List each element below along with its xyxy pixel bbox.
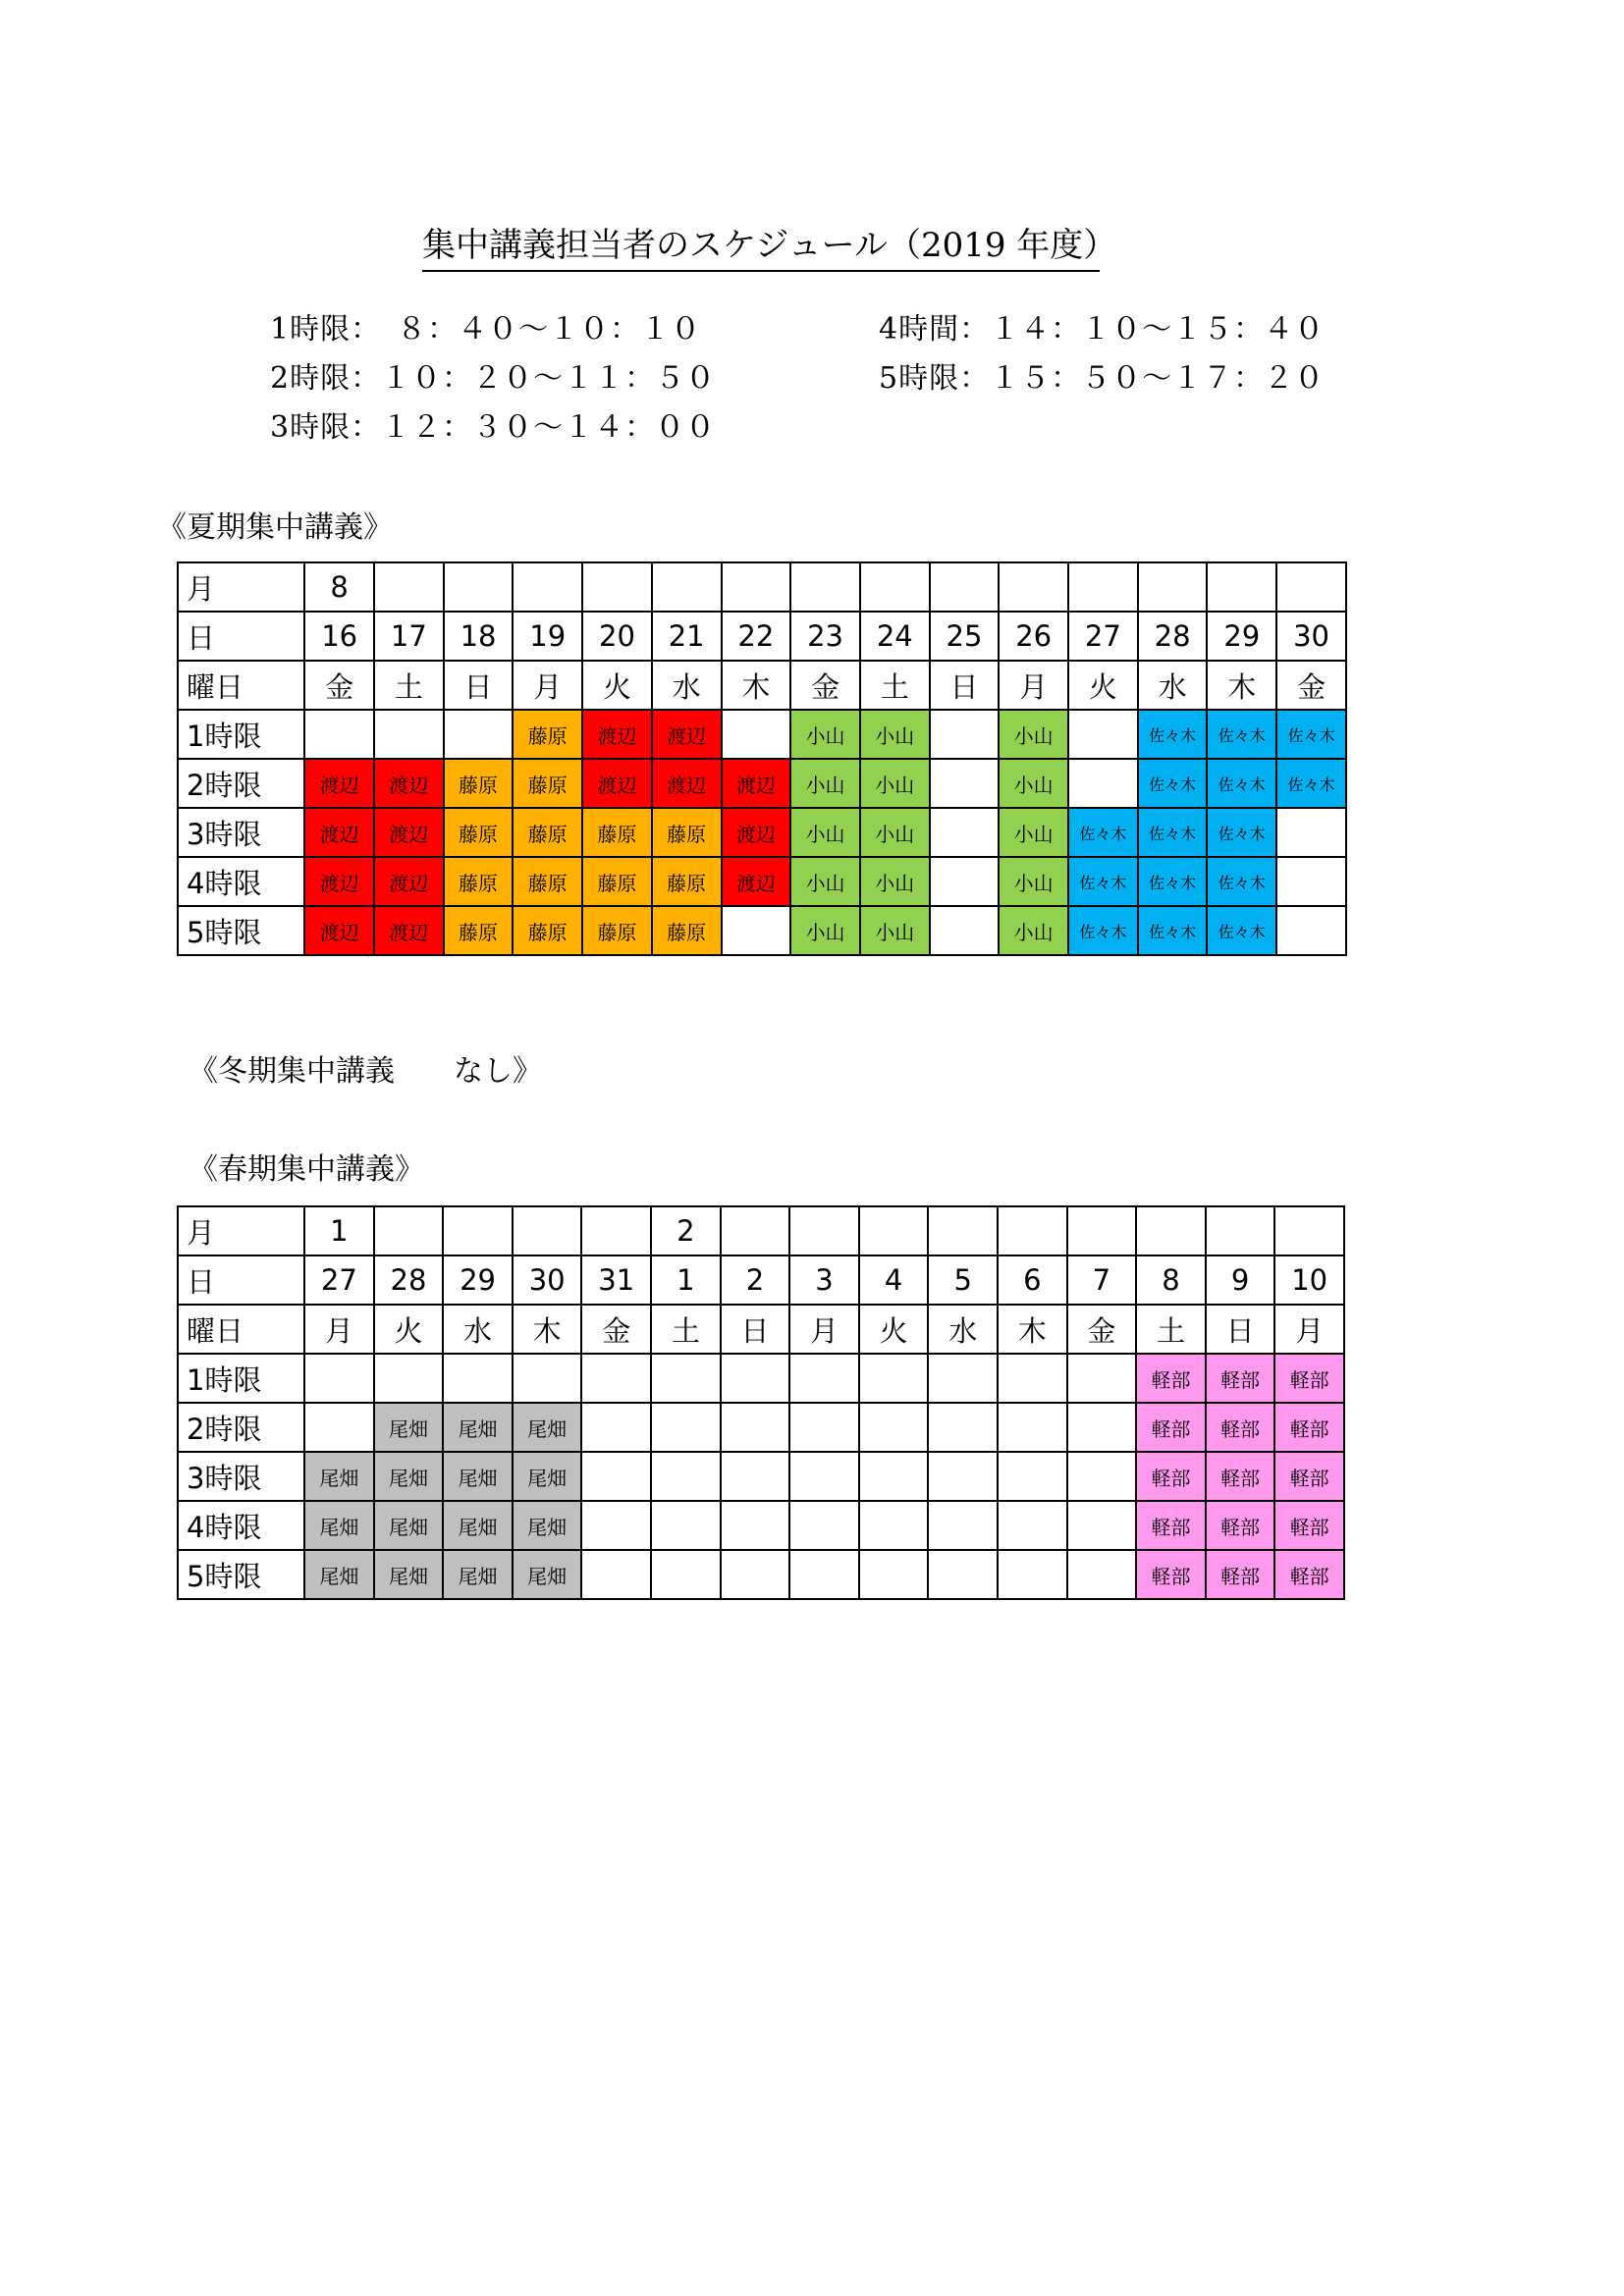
schedule-cell <box>651 1354 721 1403</box>
schedule-cell: 小山 <box>790 808 860 857</box>
month-cell: 2 <box>651 1206 721 1255</box>
schedule-cell <box>789 1452 859 1501</box>
month-cell <box>513 1206 582 1255</box>
weekday-cell: 火 <box>859 1305 929 1354</box>
schedule-cell: 藤原 <box>582 906 652 955</box>
month-cell: 1 <box>304 1206 374 1255</box>
schedule-cell: 渡辺 <box>374 808 444 857</box>
schedule-cell <box>928 1452 998 1501</box>
month-cell <box>1207 562 1276 612</box>
weekday-cell: 日 <box>721 1305 790 1354</box>
schedule-cell <box>1276 906 1346 955</box>
period-row <box>178 906 1346 955</box>
schedule-cell: 渡辺 <box>374 759 444 808</box>
month-row-label: 月 <box>178 562 304 612</box>
schedule-cell: 藤原 <box>652 857 722 906</box>
schedule-cell: 尾畑 <box>374 1452 444 1501</box>
period-row <box>178 1501 1344 1550</box>
schedule-cell <box>789 1403 859 1452</box>
day-cell: 30 <box>513 1255 582 1305</box>
schedule-cell: 軽部 <box>1206 1354 1275 1403</box>
schedule-cell <box>374 1354 444 1403</box>
schedule-cell: 佐々木 <box>1138 759 1208 808</box>
day-cell: 1 <box>651 1255 721 1305</box>
schedule-cell: 軽部 <box>1274 1452 1344 1501</box>
winter-heading <box>189 1046 542 1090</box>
schedule-cell: 藤原 <box>652 808 722 857</box>
month-cell <box>998 1206 1067 1255</box>
schedule-cell: 佐々木 <box>1138 857 1208 906</box>
day-cell: 7 <box>1067 1255 1137 1305</box>
schedule-cell: 藤原 <box>513 808 582 857</box>
schedule-cell: 藤原 <box>513 857 582 906</box>
day-cell: 24 <box>860 612 930 661</box>
schedule-cell: 佐々木 <box>1207 906 1276 955</box>
schedule-cell: 尾畑 <box>304 1550 374 1599</box>
schedule-cell <box>581 1403 651 1452</box>
schedule-cell <box>651 1501 721 1550</box>
schedule-cell <box>581 1452 651 1501</box>
day-cell: 2 <box>721 1255 790 1305</box>
weekday-row <box>178 661 1346 710</box>
schedule-cell <box>721 1354 790 1403</box>
month-cell <box>999 562 1068 612</box>
weekday-cell: 火 <box>374 1305 444 1354</box>
schedule-cell: 佐々木 <box>1068 906 1138 955</box>
weekday-cell: 金 <box>304 661 374 710</box>
schedule-cell: 藤原 <box>444 857 514 906</box>
schedule-cell: 軽部 <box>1136 1403 1206 1452</box>
month-cell <box>444 562 514 612</box>
period-time: １５：５０～１７：２０ <box>990 361 1326 396</box>
weekday-cell: 水 <box>652 661 722 710</box>
schedule-cell: 尾畑 <box>374 1550 444 1599</box>
weekday-cell: 月 <box>513 661 582 710</box>
month-cell <box>1274 1206 1344 1255</box>
schedule-cell: 軽部 <box>1136 1550 1206 1599</box>
schedule-cell <box>930 857 1000 906</box>
day-cell: 27 <box>304 1255 374 1305</box>
month-cell <box>374 1206 444 1255</box>
schedule-cell <box>374 710 444 759</box>
schedule-cell: 小山 <box>860 857 930 906</box>
summer-schedule-table <box>177 561 1347 956</box>
schedule-cell: 佐々木 <box>1276 759 1346 808</box>
day-cell: 19 <box>513 612 582 661</box>
weekday-cell: 日 <box>444 661 514 710</box>
schedule-cell: 藤原 <box>513 906 582 955</box>
day-cell: 25 <box>930 612 1000 661</box>
day-cell: 30 <box>1276 612 1346 661</box>
spring-heading: 《春期集中講義》 <box>189 1152 424 1187</box>
schedule-cell: 藤原 <box>582 857 652 906</box>
weekday-cell: 金 <box>581 1305 651 1354</box>
schedule-cell <box>1067 1354 1137 1403</box>
month-cell <box>860 562 930 612</box>
schedule-cell: 渡辺 <box>722 808 791 857</box>
schedule-cell: 小山 <box>790 710 860 759</box>
month-cell <box>721 1206 790 1255</box>
schedule-cell: 佐々木 <box>1207 710 1276 759</box>
period-label: 1時限： <box>270 312 367 347</box>
schedule-cell <box>1276 808 1346 857</box>
month-cell <box>928 1206 998 1255</box>
period-row <box>178 1550 1344 1599</box>
day-cell: 16 <box>304 612 374 661</box>
schedule-cell <box>930 759 1000 808</box>
month-row <box>178 1206 1344 1255</box>
day-cell: 31 <box>581 1255 651 1305</box>
period-row-label: 5時限 <box>178 1550 304 1599</box>
day-cell: 4 <box>859 1255 929 1305</box>
schedule-cell <box>930 808 1000 857</box>
schedule-cell: 尾畑 <box>513 1550 582 1599</box>
winter-none-label: なし》 <box>454 1054 542 1089</box>
day-cell: 27 <box>1068 612 1138 661</box>
schedule-cell: 小山 <box>860 759 930 808</box>
schedule-cell: 小山 <box>860 808 930 857</box>
schedule-cell <box>304 1403 374 1452</box>
schedule-cell: 佐々木 <box>1207 759 1276 808</box>
month-cell <box>652 562 722 612</box>
schedule-cell: 渡辺 <box>722 759 791 808</box>
period-2 <box>270 353 716 397</box>
schedule-cell <box>513 1354 582 1403</box>
schedule-cell: 佐々木 <box>1276 710 1346 759</box>
schedule-cell: 尾畑 <box>443 1452 513 1501</box>
schedule-cell: 小山 <box>860 906 930 955</box>
weekday-cell: 水 <box>443 1305 513 1354</box>
schedule-cell: 藤原 <box>444 808 514 857</box>
day-row-label: 日 <box>178 612 304 661</box>
schedule-cell: 尾畑 <box>374 1501 444 1550</box>
schedule-cell <box>998 1403 1067 1452</box>
schedule-cell <box>443 1354 513 1403</box>
schedule-cell <box>859 1550 929 1599</box>
schedule-cell: 軽部 <box>1206 1452 1275 1501</box>
schedule-cell <box>859 1354 929 1403</box>
month-row-label: 月 <box>178 1206 304 1255</box>
day-cell: 10 <box>1274 1255 1344 1305</box>
schedule-cell: 藤原 <box>444 759 514 808</box>
schedule-cell <box>1067 1550 1137 1599</box>
weekday-cell: 月 <box>999 661 1068 710</box>
schedule-cell: 小山 <box>999 710 1068 759</box>
day-cell: 18 <box>444 612 514 661</box>
weekday-row-label: 曜日 <box>178 661 304 710</box>
schedule-cell: 尾畑 <box>304 1452 374 1501</box>
month-cell <box>722 562 791 612</box>
period-row <box>178 857 1346 906</box>
schedule-cell <box>1067 1501 1137 1550</box>
schedule-cell <box>721 1501 790 1550</box>
schedule-cell: 藤原 <box>582 808 652 857</box>
weekday-row <box>178 1305 1344 1354</box>
period-1 <box>270 304 701 347</box>
schedule-cell <box>304 1354 374 1403</box>
weekday-cell: 金 <box>1067 1305 1137 1354</box>
schedule-cell: 佐々木 <box>1068 857 1138 906</box>
schedule-cell: 渡辺 <box>722 857 791 906</box>
schedule-cell <box>928 1354 998 1403</box>
period-row-label: 3時限 <box>178 808 304 857</box>
period-row <box>178 759 1346 808</box>
schedule-cell <box>859 1452 929 1501</box>
schedule-cell <box>998 1452 1067 1501</box>
schedule-cell <box>789 1501 859 1550</box>
schedule-cell: 尾畑 <box>443 1403 513 1452</box>
schedule-cell: 渡辺 <box>374 857 444 906</box>
schedule-cell <box>304 710 374 759</box>
schedule-cell <box>581 1550 651 1599</box>
month-cell: 8 <box>304 562 374 612</box>
schedule-cell <box>789 1354 859 1403</box>
weekday-cell: 金 <box>790 661 860 710</box>
schedule-cell: 藤原 <box>513 759 582 808</box>
schedule-cell: 小山 <box>999 906 1068 955</box>
schedule-cell <box>859 1403 929 1452</box>
month-cell <box>374 562 444 612</box>
period-5 <box>879 353 1325 397</box>
schedule-cell: 渡辺 <box>652 710 722 759</box>
schedule-cell <box>721 1550 790 1599</box>
period-row <box>178 1403 1344 1452</box>
schedule-cell: 尾畑 <box>513 1501 582 1550</box>
weekday-cell: 月 <box>789 1305 859 1354</box>
schedule-cell <box>444 710 514 759</box>
month-cell <box>790 562 860 612</box>
schedule-cell <box>1067 1403 1137 1452</box>
weekday-cell: 火 <box>1068 661 1138 710</box>
day-cell: 20 <box>582 612 652 661</box>
schedule-cell <box>1068 759 1138 808</box>
summer-heading: 《夏期集中講義》 <box>157 510 393 545</box>
weekday-cell: 木 <box>722 661 791 710</box>
schedule-cell: 軽部 <box>1136 1452 1206 1501</box>
schedule-cell: 軽部 <box>1206 1501 1275 1550</box>
period-row-label: 2時限 <box>178 1403 304 1452</box>
weekday-cell: 水 <box>1138 661 1208 710</box>
weekday-cell: 月 <box>304 1305 374 1354</box>
schedule-cell: 軽部 <box>1274 1550 1344 1599</box>
day-cell: 22 <box>722 612 791 661</box>
month-cell <box>930 562 1000 612</box>
schedule-cell: 尾畑 <box>513 1403 582 1452</box>
day-row <box>178 612 1346 661</box>
schedule-cell: 渡辺 <box>304 759 374 808</box>
schedule-cell: 渡辺 <box>304 857 374 906</box>
schedule-cell: 渡辺 <box>582 710 652 759</box>
month-row <box>178 562 1346 612</box>
schedule-cell: 軽部 <box>1274 1403 1344 1452</box>
period-3 <box>270 402 716 446</box>
month-cell <box>1276 562 1346 612</box>
weekday-cell: 土 <box>651 1305 721 1354</box>
schedule-cell <box>930 906 1000 955</box>
schedule-cell: 佐々木 <box>1138 808 1208 857</box>
period-label: 3時限： <box>270 410 382 445</box>
schedule-cell <box>998 1550 1067 1599</box>
winter-heading-label: 《冬期集中講義 <box>189 1054 395 1089</box>
schedule-cell: 藤原 <box>444 906 514 955</box>
day-cell: 3 <box>789 1255 859 1305</box>
period-label: 5時限： <box>879 361 991 396</box>
schedule-cell: 軽部 <box>1274 1354 1344 1403</box>
schedule-cell <box>930 710 1000 759</box>
schedule-cell: 小山 <box>999 808 1068 857</box>
period-row-label: 4時限 <box>178 1501 304 1550</box>
day-cell: 28 <box>1138 612 1208 661</box>
day-cell: 9 <box>1206 1255 1275 1305</box>
schedule-cell <box>859 1501 929 1550</box>
month-cell <box>1068 562 1138 612</box>
spring-schedule-table <box>177 1205 1345 1600</box>
period-time: １２：３０～１４：００ <box>381 410 717 445</box>
schedule-cell <box>998 1501 1067 1550</box>
schedule-cell <box>651 1452 721 1501</box>
day-cell: 21 <box>652 612 722 661</box>
schedule-cell: 佐々木 <box>1138 710 1208 759</box>
weekday-cell: 日 <box>930 661 1000 710</box>
month-cell <box>582 562 652 612</box>
page-title: 集中講義担当者のスケジュール（2019 年度） <box>422 218 1100 272</box>
schedule-cell <box>928 1550 998 1599</box>
day-cell: 29 <box>443 1255 513 1305</box>
month-cell <box>1067 1206 1137 1255</box>
schedule-cell <box>1068 710 1138 759</box>
weekday-cell: 火 <box>582 661 652 710</box>
period-row-label: 2時限 <box>178 759 304 808</box>
schedule-cell: 小山 <box>860 710 930 759</box>
schedule-cell <box>1276 857 1346 906</box>
period-row-label: 1時限 <box>178 1354 304 1403</box>
schedule-cell: 軽部 <box>1136 1354 1206 1403</box>
weekday-row-label: 曜日 <box>178 1305 304 1354</box>
weekday-cell: 水 <box>928 1305 998 1354</box>
period-label: 2時限： <box>270 361 382 396</box>
day-cell: 6 <box>998 1255 1067 1305</box>
schedule-cell <box>789 1550 859 1599</box>
schedule-cell: 小山 <box>790 857 860 906</box>
period-time: １４：１０～１５：４０ <box>990 312 1326 347</box>
month-cell <box>1206 1206 1275 1255</box>
day-cell: 8 <box>1136 1255 1206 1305</box>
month-cell <box>513 562 582 612</box>
period-time: １０：２０～１１：５０ <box>381 361 717 396</box>
schedule-cell: 小山 <box>790 906 860 955</box>
period-row-label: 1時限 <box>178 710 304 759</box>
day-cell: 28 <box>374 1255 444 1305</box>
schedule-cell <box>998 1354 1067 1403</box>
schedule-cell: 佐々木 <box>1068 808 1138 857</box>
schedule-cell <box>651 1403 721 1452</box>
schedule-cell: 尾畑 <box>374 1403 444 1452</box>
schedule-cell <box>722 906 791 955</box>
period-row-label: 3時限 <box>178 1452 304 1501</box>
schedule-cell <box>1067 1452 1137 1501</box>
day-row-label: 日 <box>178 1255 304 1305</box>
schedule-cell: 尾畑 <box>443 1501 513 1550</box>
day-cell: 5 <box>928 1255 998 1305</box>
day-cell: 17 <box>374 612 444 661</box>
month-cell <box>1138 562 1208 612</box>
schedule-cell: 軽部 <box>1136 1501 1206 1550</box>
period-time: ８：４０～１０：１０ <box>366 312 702 347</box>
weekday-cell: 土 <box>1136 1305 1206 1354</box>
period-row <box>178 1452 1344 1501</box>
day-row <box>178 1255 1344 1305</box>
schedule-cell: 小山 <box>999 857 1068 906</box>
month-cell <box>1136 1206 1206 1255</box>
month-cell <box>581 1206 651 1255</box>
period-row-label: 5時限 <box>178 906 304 955</box>
period-row <box>178 808 1346 857</box>
schedule-cell: 軽部 <box>1274 1501 1344 1550</box>
schedule-cell: 渡辺 <box>374 906 444 955</box>
month-cell <box>859 1206 929 1255</box>
schedule-cell: 尾畑 <box>513 1452 582 1501</box>
schedule-cell <box>581 1501 651 1550</box>
weekday-cell: 土 <box>374 661 444 710</box>
schedule-cell: 軽部 <box>1206 1550 1275 1599</box>
schedule-cell: 小山 <box>790 759 860 808</box>
schedule-cell <box>581 1354 651 1403</box>
schedule-cell <box>721 1403 790 1452</box>
schedule-cell: 渡辺 <box>304 906 374 955</box>
weekday-cell: 金 <box>1276 661 1346 710</box>
schedule-cell: 佐々木 <box>1207 808 1276 857</box>
schedule-cell <box>651 1550 721 1599</box>
schedule-cell: 佐々木 <box>1138 906 1208 955</box>
period-label: 4時間： <box>879 312 991 347</box>
month-cell <box>443 1206 513 1255</box>
weekday-cell: 月 <box>1274 1305 1344 1354</box>
schedule-cell: 渡辺 <box>304 808 374 857</box>
day-cell: 26 <box>999 612 1068 661</box>
month-cell <box>789 1206 859 1255</box>
schedule-cell <box>721 1452 790 1501</box>
weekday-cell: 木 <box>513 1305 582 1354</box>
schedule-cell: 渡辺 <box>652 759 722 808</box>
schedule-cell: 佐々木 <box>1207 857 1276 906</box>
schedule-cell: 尾畑 <box>443 1550 513 1599</box>
schedule-cell <box>928 1501 998 1550</box>
schedule-cell <box>928 1403 998 1452</box>
day-cell: 23 <box>790 612 860 661</box>
schedule-cell: 藤原 <box>652 906 722 955</box>
schedule-cell: 尾畑 <box>304 1501 374 1550</box>
schedule-cell: 小山 <box>999 759 1068 808</box>
weekday-cell: 土 <box>860 661 930 710</box>
schedule-cell: 渡辺 <box>582 759 652 808</box>
schedule-cell: 軽部 <box>1206 1403 1275 1452</box>
schedule-cell <box>722 710 791 759</box>
day-cell: 29 <box>1207 612 1276 661</box>
weekday-cell: 木 <box>1207 661 1276 710</box>
period-row-label: 4時限 <box>178 857 304 906</box>
period-row <box>178 710 1346 759</box>
period-4 <box>879 304 1325 347</box>
weekday-cell: 木 <box>998 1305 1067 1354</box>
schedule-cell: 藤原 <box>513 710 582 759</box>
weekday-cell: 日 <box>1206 1305 1275 1354</box>
period-row <box>178 1354 1344 1403</box>
